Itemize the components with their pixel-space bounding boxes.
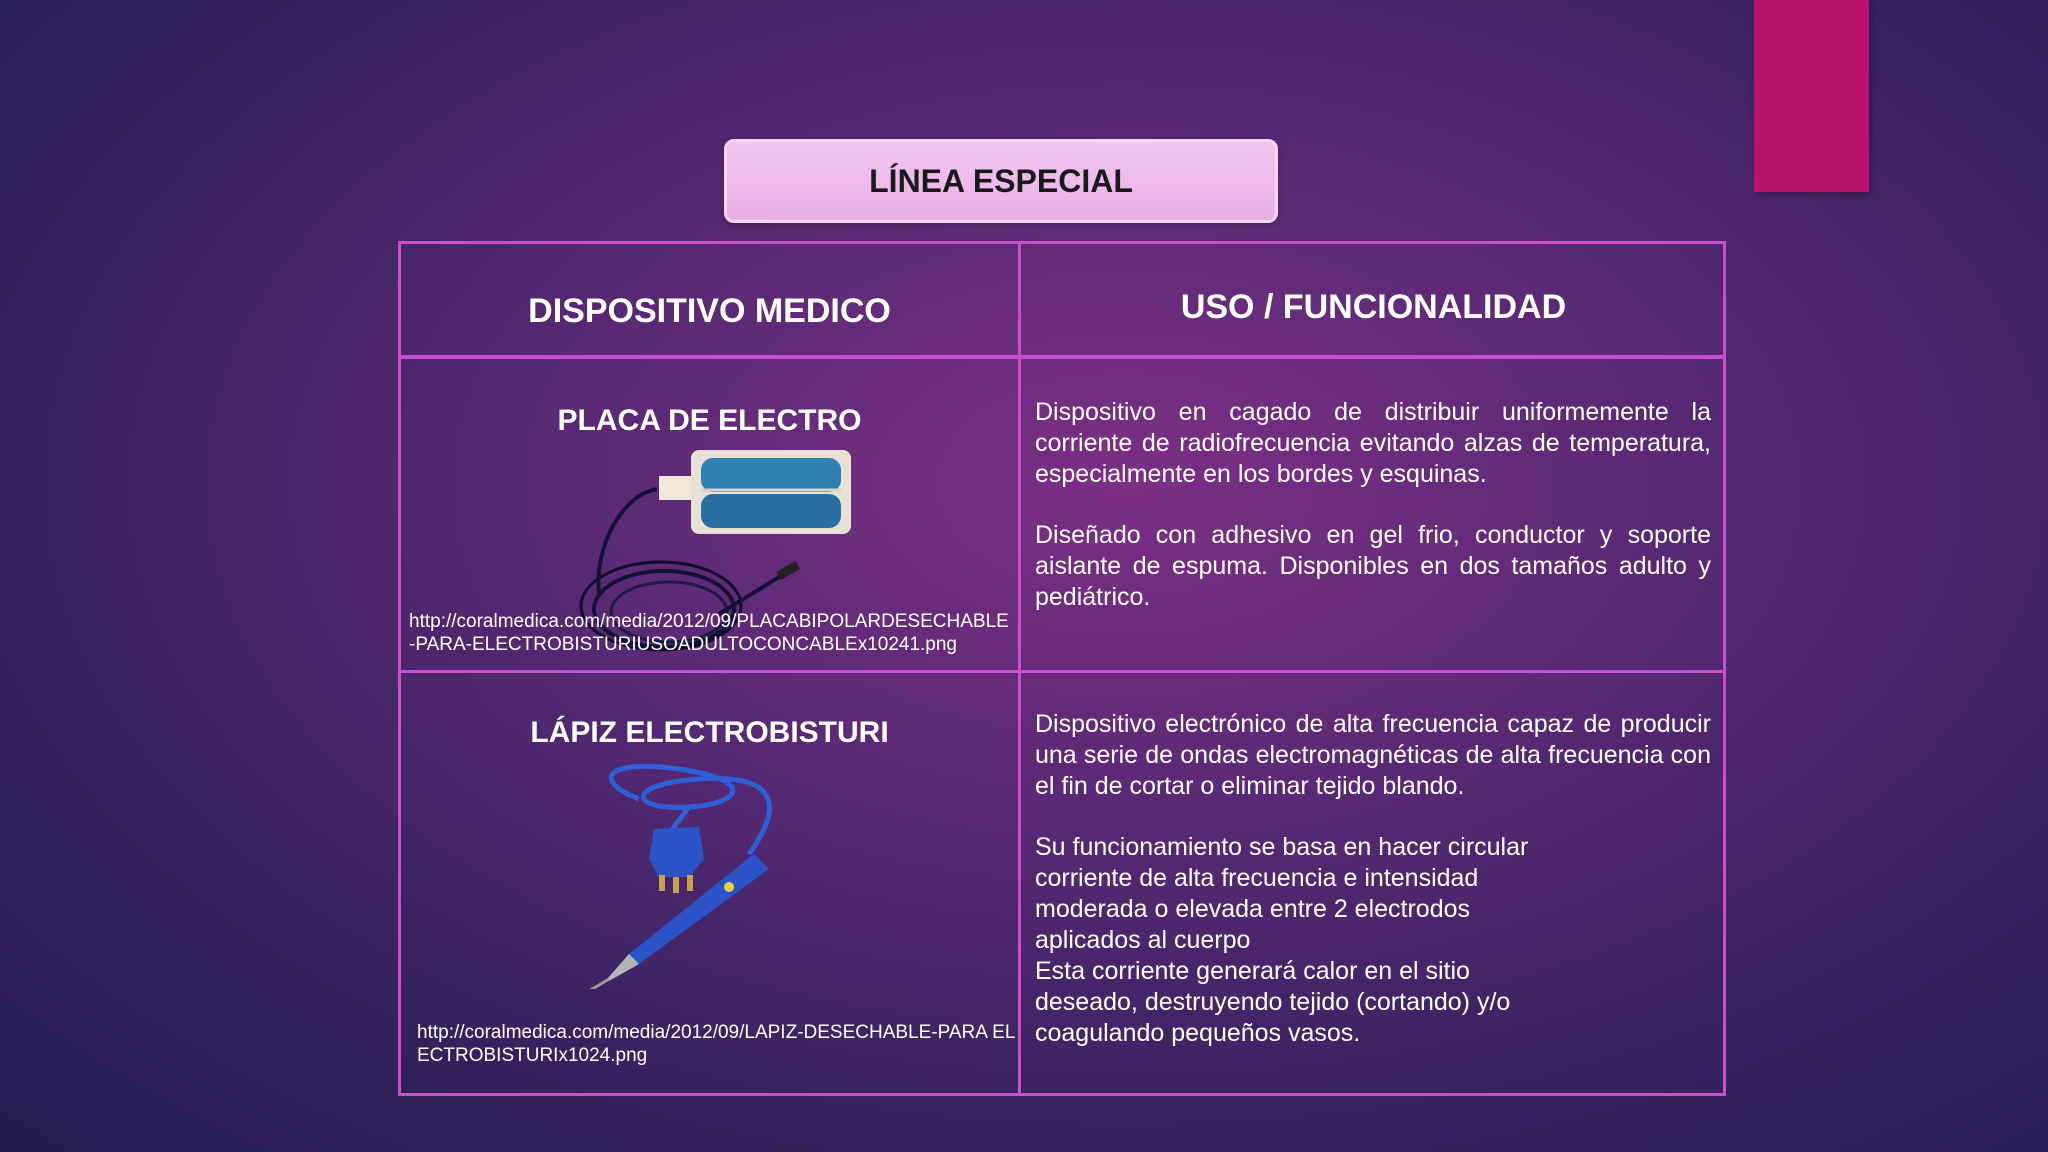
description-lapiz-line2: corriente de alta frecuencia e intensidad [1035,864,1479,892]
header-divider [401,355,1723,359]
description-lapiz [1035,709,1711,1049]
description-lapiz-line4: aplicados al cuerpo [1035,926,1251,954]
description-lapiz-line3: moderada o elevada entre 2 electrodos [1035,895,1471,923]
slide-title: LÍNEA ESPECIAL [869,162,1133,199]
device-name-placa: PLACA DE ELECTRO [557,404,862,437]
description-lapiz-line7: coagulando pequeños vasos. [1035,1019,1361,1047]
image-source-url-placa[interactable]: http://coralmedica.com/media/2012/09/PLACABIPOLARDESECHABLE-PARA-ELECTROBISTURIUSOADULTOCONCABLEx10241.png [409,611,1009,655]
device-table [398,241,1726,1096]
description-placa-p1: Dispositivo en cagado de distribuir uniformemente la corriente de radiofrecuencia evitando alzas de temperatura, especialmente en los bordes y esquinas. [1035,398,1711,488]
accent-bar [1754,0,1869,192]
row-divider [401,670,1723,673]
column-divider [1018,244,1021,1093]
electrosurgical-pencil-image [569,759,839,989]
header-use: USO / FUNCIONALIDAD [1180,288,1567,326]
description-lapiz-line6: deseado, destruyendo tejido (cortando) y/o [1035,988,1511,1016]
image-source-url-lapiz[interactable]: http://coralmedica.com/media/2012/09/LAPIZ-DESECHABLE-PARA ELECTROBISTURIx1024.png [417,1022,1016,1066]
description-placa [1035,397,1711,643]
device-name-lapiz: LÁPIZ ELECTROBISTURI [530,716,889,749]
description-placa-p2: Diseñado con adhesivo en gel frio, conductor y soporte aislante de espuma. Disponibles en dos tamaños adulto y pediátrico. [1035,521,1711,611]
description-lapiz-line1: Su funcionamiento se basa en hacer circular [1035,833,1529,861]
header-device: DISPOSITIVO MEDICO [528,292,891,330]
slide-title-box [724,139,1278,223]
description-lapiz-p1: Dispositivo electrónico de alta frecuencia capaz de producir una serie de ondas electromagnéticas de alta frecuencia con el fin de cortar o eliminar tejido blando. [1035,710,1711,800]
description-lapiz-line5: Esta corriente generará calor en el sitio [1035,957,1470,985]
